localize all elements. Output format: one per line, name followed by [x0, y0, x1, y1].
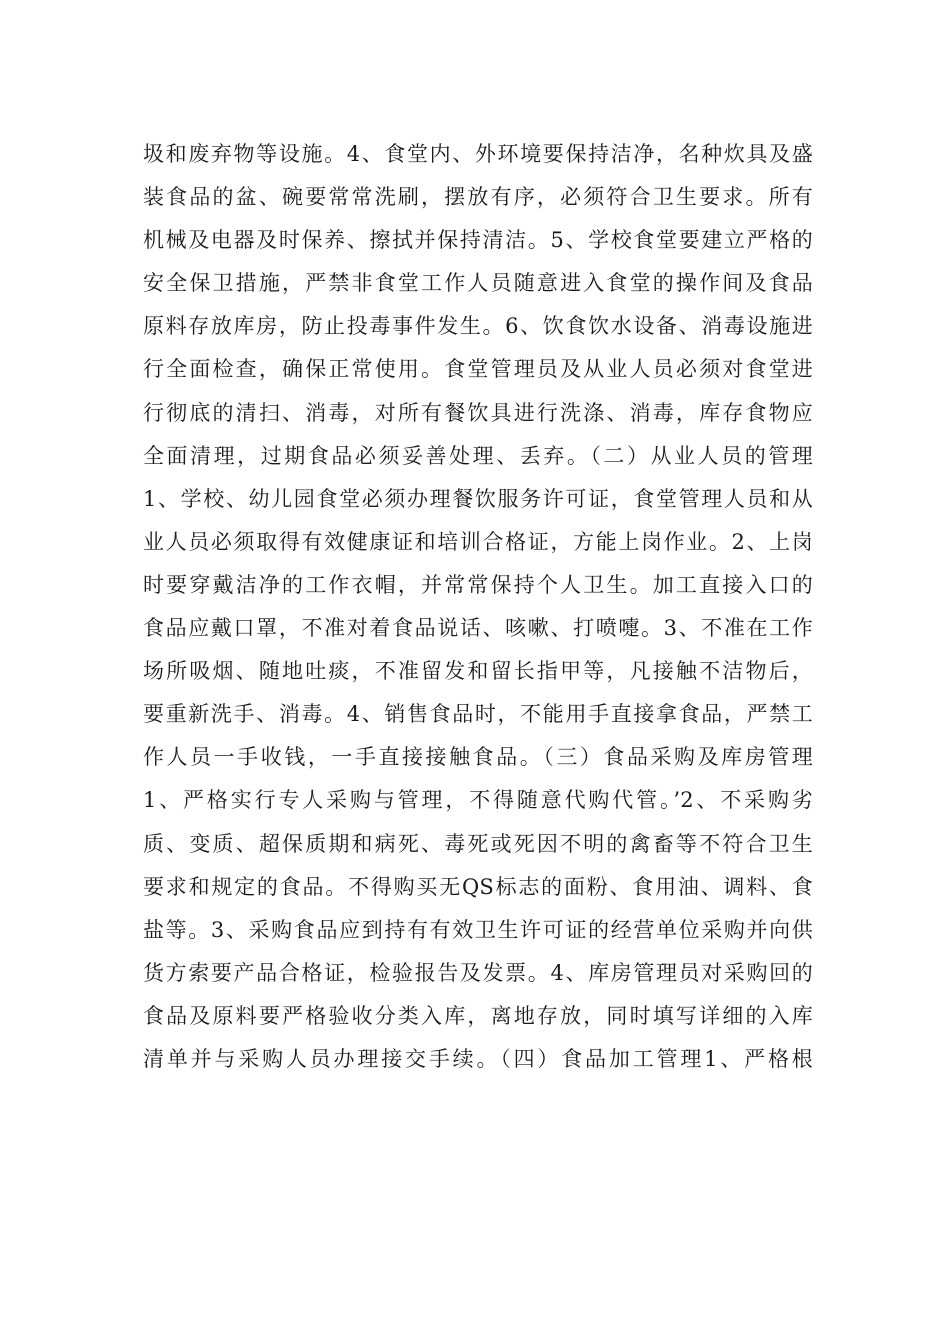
text-line: 货方索要产品合格证，检验报告及发票。4、库房管理员对采购回的 [143, 960, 813, 985]
text-line: 作人员一手收钱，一手直接接触食品。（三）食品采购及库房管理 [143, 745, 813, 770]
text-line: 安全保卫措施，严禁非食堂工作人员随意进入食堂的操作间及食品 [143, 271, 813, 296]
body-text [143, 133, 813, 1081]
text-line: 要重新洗手、消毒。4、销售食品时，不能用手直接拿食品，严禁工 [143, 702, 813, 727]
text-line: 要求和规定的食品。不得购买无QS标志的面粉、食用油、调料、食 [143, 874, 813, 899]
text-line: 1、严格实行专人采购与管理，不得随意代购代管。’2、不采购劣 [143, 788, 813, 813]
text-line: 盐等。3、采购食品应到持有有效卫生许可证的经营单位采购并向供 [143, 917, 813, 942]
text-line: 场所吸烟、随地吐痰，不准留发和留长指甲等，凡接触不洁物后， [143, 659, 813, 684]
text-line: 清单并与采购人员办理接交手续。（四）食品加工管理1、严格根 [143, 1046, 813, 1071]
text-line: 机械及电器及时保养、擦拭并保持清洁。5、学校食堂要建立严格的 [143, 228, 813, 253]
text-line: 质、变质、超保质期和病死、毒死或死因不明的禽畜等不符合卫生 [143, 831, 813, 856]
text-line: 业人员必须取得有效健康证和培训合格证，方能上岗作业。2、上岗 [143, 529, 813, 554]
text-line: 圾和废弃物等设施。4、食堂内、外环境要保持洁净，名种炊具及盛 [143, 142, 813, 166]
text-line: 全面清理，过期食品必须妥善处理、丢弃。（二）从业人员的管理 [143, 443, 813, 468]
text-line: 食品应戴口罩，不准对着食品说话、咳嗽、打喷嚏。3、不准在工作 [143, 616, 813, 641]
text-line: 时要穿戴洁净的工作衣帽，并常常保持个人卫生。加工直接入口的 [143, 572, 813, 597]
text-line: 装食品的盆、碗要常常洗刷，摆放有序，必须符合卫生要求。所有 [143, 185, 813, 210]
text-line: 行彻底的清扫、消毒，对所有餐饮具进行洗涤、消毒，库存食物应 [143, 400, 813, 425]
text-line: 行全面检查，确保正常使用。食堂管理员及从业人员必须对食堂进 [143, 357, 813, 382]
text-line: 1、学校、幼儿园食堂必须办理餐饮服务许可证，食堂管理人员和从 [143, 486, 813, 511]
text-line: 原料存放库房，防止投毒事件发生。6、饮食饮水设备、消毒设施进 [143, 314, 813, 339]
text-line: 食品及原料要严格验收分类入库，离地存放，同时填写详细的入库 [143, 1003, 813, 1028]
